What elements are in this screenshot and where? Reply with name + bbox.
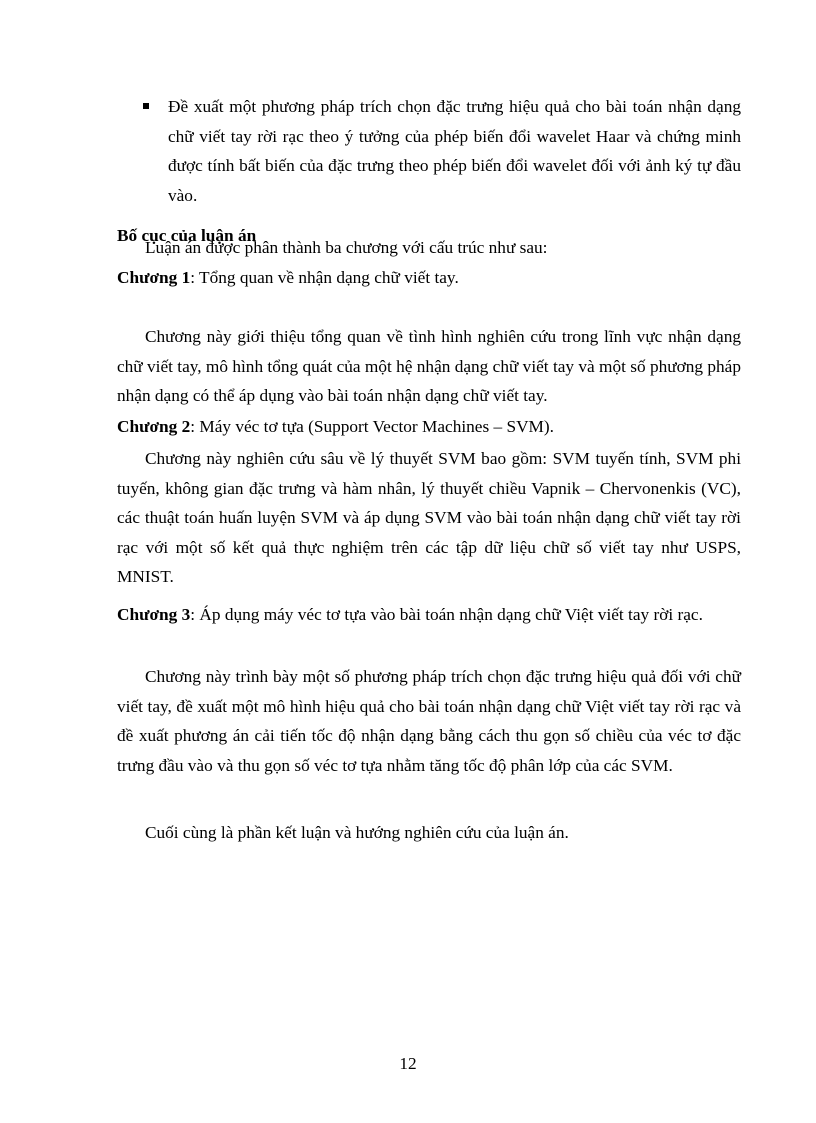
- chapter-2-line: [117, 412, 741, 442]
- chapter-2-description: Chương này nghiên cứu sâu về lý thuyết SVM bao gồm: SVM tuyến tính, SVM phi tuyến, không gian đặc trưng và hàm nhân, lý thuyết chiều Vapnik – Chervonenkis (VC), các thuật toán huấn luyện SVM và áp dụng SVM vào bài toán nhận dạng chữ viết tay rời rạc với một số kết quả thực nghiệm trên các tập dữ liệu chữ số viết tay như USPS, MNIST.: [117, 449, 741, 586]
- chapter-3-line: [117, 600, 741, 630]
- chapter-3-label: Chương 3: [117, 605, 191, 624]
- page-number: 12: [399, 1054, 417, 1073]
- chapter-3-description: Chương này trình bày một số phương pháp trích chọn đặc trưng hiệu quả đối với chữ viết tay, đề xuất một mô hình hiệu quả cho bài toán nhận dạng chữ Việt viết tay rời rạc và đề xuất phương án cải tiến tốc độ nhận dạng bằng cách thu gọn số chiều của véc tơ đặc trưng đầu vào và thu gọn số véc tơ tựa nhằm tăng tốc độ phân lớp của các SVM.: [117, 667, 741, 775]
- chapter-1-description: Chương này giới thiệu tổng quan về tình hình nghiên cứu trong lĩnh vực nhận dạng chữ viết tay, mô hình tổng quát của một hệ nhận dạng chữ viết tay và một số phương pháp nhận dạng có thể áp dụng vào bài toán nhận dạng chữ viết tay.: [117, 327, 741, 405]
- chapter-2-title: : Máy véc tơ tựa (Support Vector Machines – SVM).: [190, 417, 554, 436]
- intro-paragraph: Luận án được phân thành ba chương với cấu trúc như sau:: [145, 238, 548, 257]
- closing-paragraph: Cuối cùng là phần kết luận và hướng nghiên cứu của luận án.: [145, 823, 569, 842]
- chapter-3-title: : Áp dụng máy véc tơ tựa vào bài toán nhận dạng chữ Việt viết tay rời rạc.: [190, 605, 703, 624]
- bullet-item: [145, 92, 741, 210]
- chapter-1-title: : Tổng quan về nhận dạng chữ viết tay.: [190, 268, 459, 287]
- chapter-2-label: Chương 2: [117, 417, 191, 436]
- bullet-text: Đề xuất một phương pháp trích chọn đặc trưng hiệu quả cho bài toán nhận dạng chữ viết tay rời rạc theo ý tưởng của phép biến đổi wavelet Haar và chứng minh được tính bất biến của đặc trưng theo phép biến đổi wavelet đối với ảnh ký tự đầu vào.: [168, 97, 741, 205]
- square-bullet-icon: [143, 103, 149, 109]
- chapter-1-label: Chương 1: [117, 268, 191, 287]
- chapter-1-line: [117, 263, 741, 293]
- section-heading: Bố cục của luận án: [117, 226, 257, 245]
